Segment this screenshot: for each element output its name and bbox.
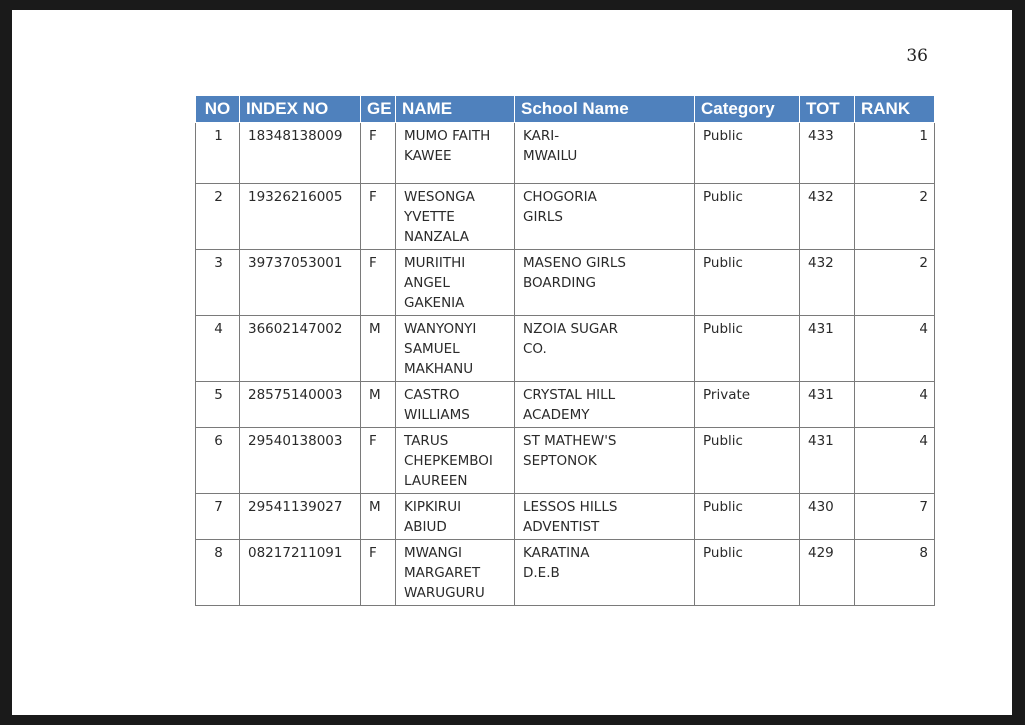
cell-category: Public: [695, 494, 800, 540]
cell-index-no: 29540138003: [240, 428, 361, 494]
cell-ge: M: [361, 382, 396, 428]
cell-no: 6: [196, 428, 240, 494]
cell-index-no: 18348138009: [240, 123, 361, 184]
cell-no: 2: [196, 184, 240, 250]
cell-category: Public: [695, 428, 800, 494]
cell-name: WESONGA YVETTE NANZALA: [396, 184, 515, 250]
cell-ge: F: [361, 123, 396, 184]
cell-no: 8: [196, 540, 240, 606]
cell-no: 4: [196, 316, 240, 382]
table-row: [196, 184, 935, 250]
header-tot: TOT: [800, 96, 855, 123]
cell-name: MUMO FAITH KAWEE: [396, 123, 515, 184]
header-index-no: INDEX NO: [240, 96, 361, 123]
cell-category: Public: [695, 184, 800, 250]
cell-ge: F: [361, 540, 396, 606]
cell-category: Public: [695, 250, 800, 316]
cell-school-name: LESSOS HILLS ADVENTIST: [515, 494, 695, 540]
cell-school-name: KARI- MWAILU: [515, 123, 695, 184]
cell-rank: 2: [855, 184, 935, 250]
table-row: [196, 382, 935, 428]
header-name: NAME: [396, 96, 515, 123]
table-row: [196, 428, 935, 494]
cell-school-name: ST MATHEW'S SEPTONOK: [515, 428, 695, 494]
table-row: [196, 250, 935, 316]
cell-tot: 431: [800, 316, 855, 382]
cell-category: Public: [695, 123, 800, 184]
cell-category: Public: [695, 316, 800, 382]
cell-no: 7: [196, 494, 240, 540]
cell-rank: 4: [855, 382, 935, 428]
cell-ge: F: [361, 250, 396, 316]
header-rank: RANK: [855, 96, 935, 123]
cell-no: 1: [196, 123, 240, 184]
cell-rank: 7: [855, 494, 935, 540]
cell-ge: F: [361, 184, 396, 250]
cell-no: 5: [196, 382, 240, 428]
cell-school-name: CHOGORIA GIRLS: [515, 184, 695, 250]
cell-school-name: MASENO GIRLS BOARDING: [515, 250, 695, 316]
document-page: [12, 10, 1012, 715]
table-row: [196, 316, 935, 382]
cell-rank: 4: [855, 428, 935, 494]
cell-tot: 431: [800, 428, 855, 494]
table-row: [196, 123, 935, 184]
cell-name: MURIITHI ANGEL GAKENIA: [396, 250, 515, 316]
cell-no: 3: [196, 250, 240, 316]
cell-index-no: 08217211091: [240, 540, 361, 606]
header-row: [196, 96, 935, 123]
cell-tot: 432: [800, 184, 855, 250]
cell-school-name: NZOIA SUGAR CO.: [515, 316, 695, 382]
results-table: [195, 95, 935, 606]
cell-ge: F: [361, 428, 396, 494]
cell-rank: 2: [855, 250, 935, 316]
cell-index-no: 19326216005: [240, 184, 361, 250]
cell-ge: M: [361, 316, 396, 382]
cell-rank: 8: [855, 540, 935, 606]
cell-ge: M: [361, 494, 396, 540]
table-row: [196, 540, 935, 606]
cell-tot: 431: [800, 382, 855, 428]
cell-index-no: 28575140003: [240, 382, 361, 428]
header-category: Category: [695, 96, 800, 123]
cell-tot: 433: [800, 123, 855, 184]
cell-school-name: KARATINA D.E.B: [515, 540, 695, 606]
cell-school-name: CRYSTAL HILL ACADEMY: [515, 382, 695, 428]
cell-name: WANYONYI SAMUEL MAKHANU: [396, 316, 515, 382]
cell-name: TARUS CHEPKEMBOI LAUREEN: [396, 428, 515, 494]
cell-tot: 429: [800, 540, 855, 606]
cell-category: Public: [695, 540, 800, 606]
cell-rank: 1: [855, 123, 935, 184]
cell-index-no: 39737053001: [240, 250, 361, 316]
cell-tot: 432: [800, 250, 855, 316]
header-school-name: School Name: [515, 96, 695, 123]
page-number: 36: [906, 46, 928, 66]
cell-index-no: 36602147002: [240, 316, 361, 382]
table-row: [196, 494, 935, 540]
cell-rank: 4: [855, 316, 935, 382]
header-ge: GE: [361, 96, 396, 123]
cell-index-no: 29541139027: [240, 494, 361, 540]
cell-name: MWANGI MARGARET WARUGURU: [396, 540, 515, 606]
header-no: NO: [196, 96, 240, 123]
cell-tot: 430: [800, 494, 855, 540]
cell-category: Private: [695, 382, 800, 428]
cell-name: CASTRO WILLIAMS: [396, 382, 515, 428]
cell-name: KIPKIRUI ABIUD: [396, 494, 515, 540]
